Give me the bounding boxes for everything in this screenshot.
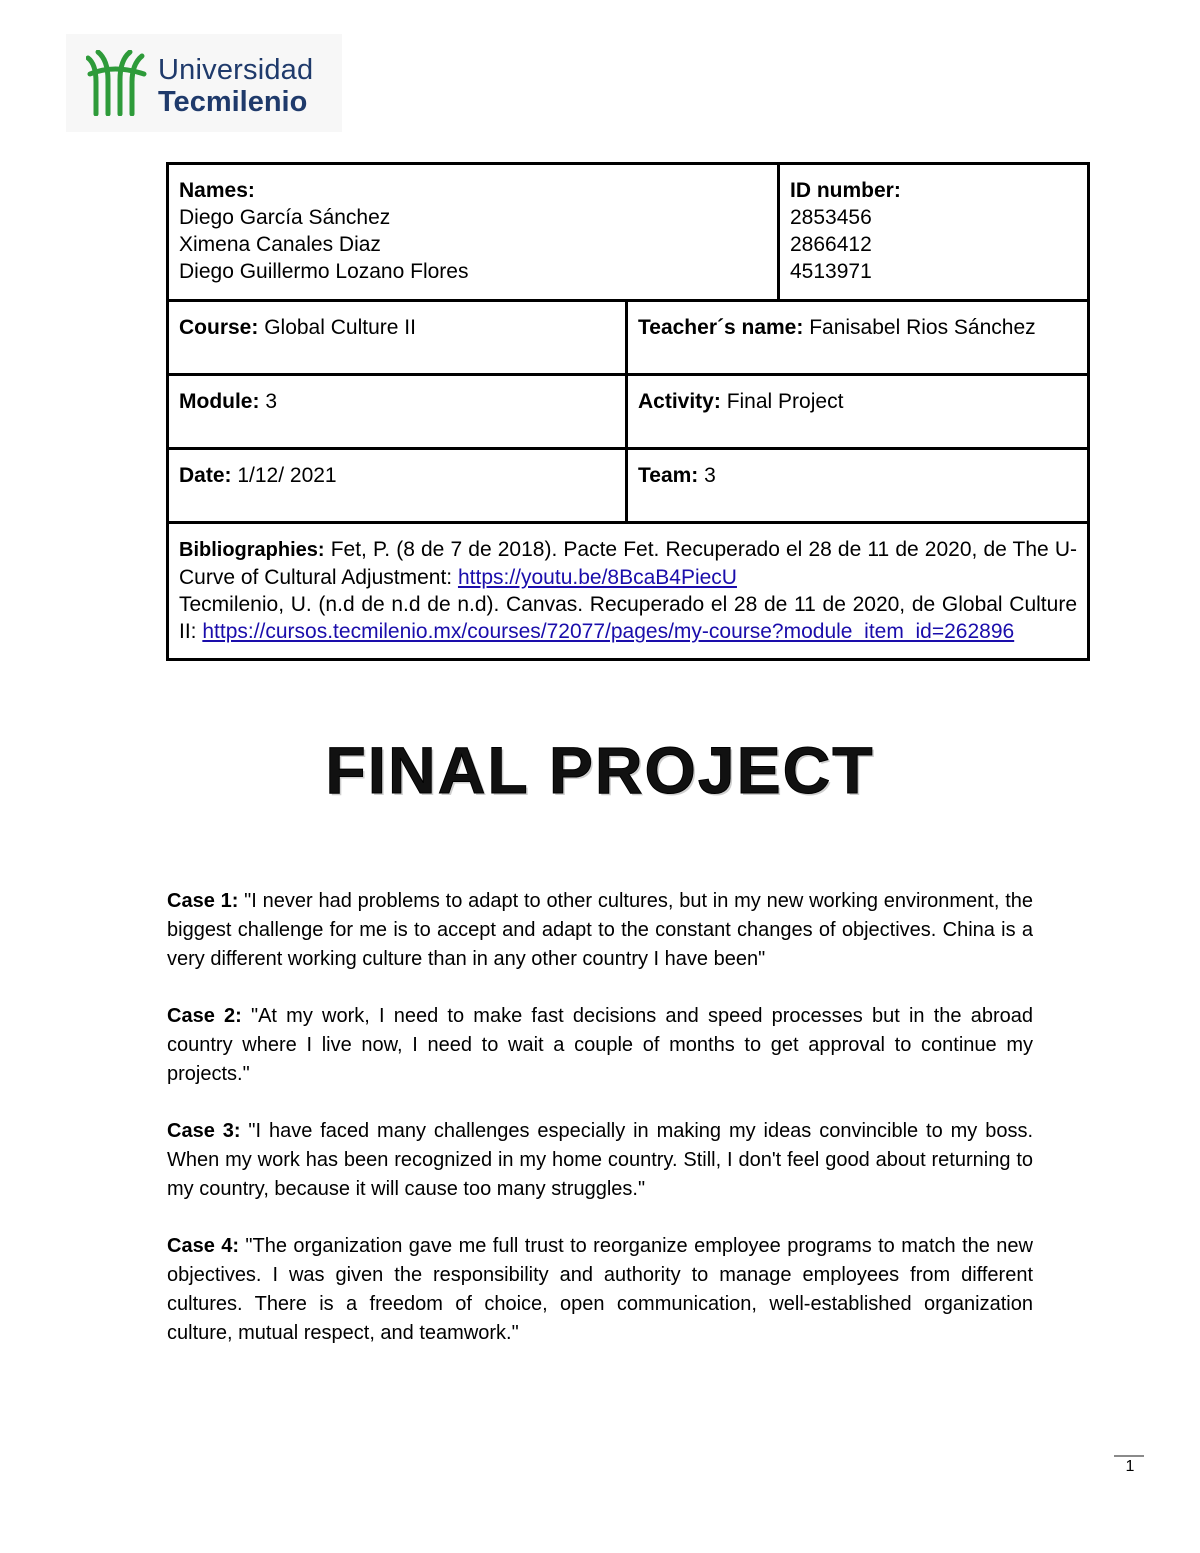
bibliography-entry-1: Fet, P. (8 de 7 de 2018). Pacte Fet. Recuperado el 28 de 11 de 2020, de The U-Curve of Cultural Adjustment: xyxy=(179,538,1077,589)
case-paragraph xyxy=(167,1232,1033,1348)
course-label: Course: xyxy=(179,316,259,339)
bibliography-entry-2: Tecmilenio, U. (n.d de n.d de n.d). Canvas. Recuperado el 28 de 11 de 2020, de Global Culture II: xyxy=(179,593,1077,643)
names-cell xyxy=(168,164,779,301)
activity-label: Activity: xyxy=(638,390,721,413)
case-label: Case 3: xyxy=(167,1120,241,1142)
logo-line-universidad: Universidad xyxy=(158,54,314,86)
course-value: Global Culture II xyxy=(258,316,416,339)
name-3: Diego Guillermo Lozano Flores xyxy=(179,260,469,283)
id-3: 4513971 xyxy=(790,260,872,283)
logo-line-tecmilenio: Tecmilenio xyxy=(158,86,308,118)
case-text: "The organization gave me full trust to reorganize employee programs to match the new objectives. I was given the responsibility and authority to manage employees from different cultures. There is a freedom of choice, open communication, well-established organization culture, mutual respect, and teamwork." xyxy=(167,1235,1033,1344)
case-label: Case 4: xyxy=(167,1235,240,1257)
module-value: 3 xyxy=(259,390,277,413)
id-2: 2866412 xyxy=(790,233,872,256)
case-paragraph xyxy=(167,1117,1033,1204)
cases-section xyxy=(167,887,1033,1376)
bibliographies-cell xyxy=(168,523,1089,660)
id-label: ID number: xyxy=(790,179,901,202)
case-label: Case 2: xyxy=(167,1005,242,1027)
teacher-value: Fanisabel Rios Sánchez xyxy=(803,316,1036,339)
bibliography-link-1[interactable]: https://youtu.be/8BcaB4PiecU xyxy=(457,566,737,589)
teacher-cell xyxy=(627,301,1089,375)
case-paragraph xyxy=(167,1002,1033,1089)
id-cell xyxy=(779,164,1089,301)
bibliography-link-2[interactable]: https://cursos.tecmilenio.mx/courses/72077/pages/my-course?module_item_id=262896 xyxy=(202,620,1015,643)
tecmilenio-logo-icon xyxy=(86,50,148,116)
case-text: "At my work, I need to make fast decisions and speed processes but in the abroad country where I live now, I need to wait a couple of months to get approval to continue my projects." xyxy=(167,1005,1034,1085)
activity-value: Final Project xyxy=(720,390,844,413)
date-label: Date: xyxy=(179,464,232,487)
module-cell xyxy=(168,375,627,449)
team-cell xyxy=(627,449,1089,523)
id-1: 2853456 xyxy=(790,206,872,229)
course-cell xyxy=(168,301,627,375)
name-1: Diego García Sánchez xyxy=(179,206,391,229)
university-logo xyxy=(66,34,342,132)
page-number-rule xyxy=(1114,1455,1144,1457)
case-paragraph xyxy=(167,887,1033,974)
date-cell xyxy=(168,449,627,523)
document-title: FINAL PROJECT xyxy=(325,733,875,807)
team-value: 3 xyxy=(698,464,716,487)
case-text: "I never had problems to adapt to other cultures, but in my new working environment, the biggest challenge for me is to accept and adapt to the constant changes of objectives. China is a very different working culture than in any other country I have been" xyxy=(167,890,1033,970)
student-info-table xyxy=(166,162,1090,661)
name-2: Ximena Canales Diaz xyxy=(179,233,381,256)
module-label: Module: xyxy=(179,390,260,413)
activity-cell xyxy=(627,375,1089,449)
team-label: Team: xyxy=(638,464,699,487)
case-text: "I have faced many challenges especially in making my ideas convincible to my boss. When my work has been recognized in my home country. Still, I don't feel good about returning to my country, because it will cause too many struggles." xyxy=(167,1120,1033,1200)
names-label: Names: xyxy=(179,179,255,202)
case-label: Case 1: xyxy=(167,890,239,912)
teacher-label: Teacher´s name: xyxy=(638,316,804,339)
page-number: 1 xyxy=(1125,1458,1135,1475)
date-value: 1/12/ 2021 xyxy=(231,464,337,487)
bibliographies-label: Bibliographies: xyxy=(179,539,325,561)
